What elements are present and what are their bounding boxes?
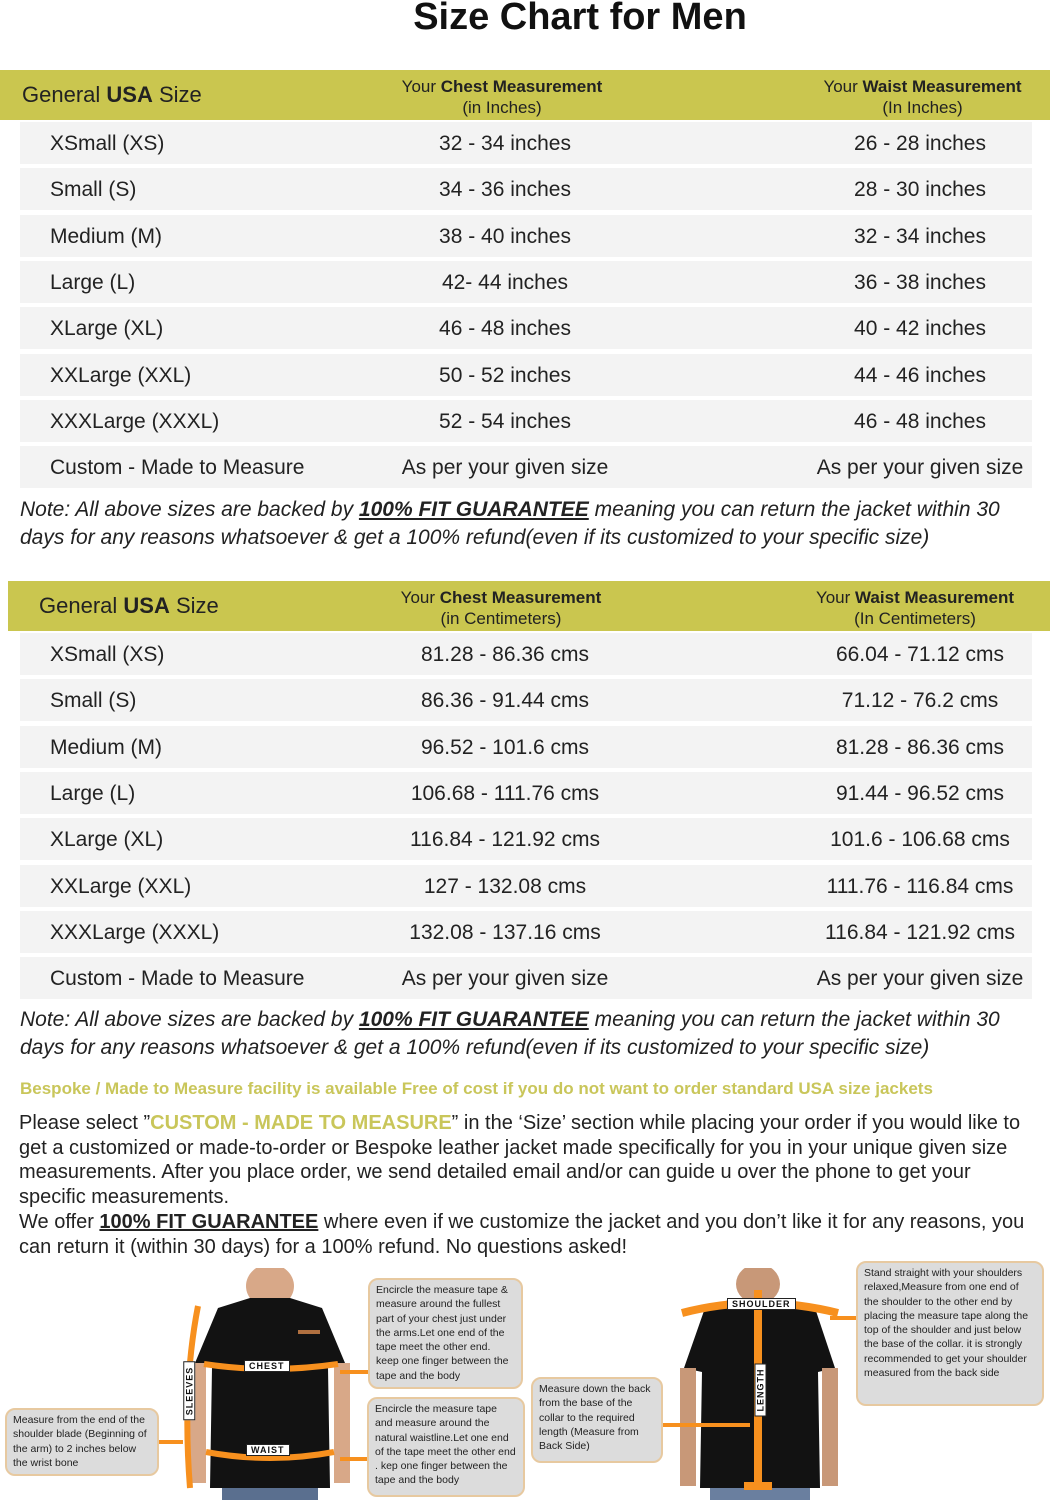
table-row xyxy=(20,633,1032,675)
size-cell: XSmall (XS) xyxy=(50,643,165,666)
guarantee-note: Note: All above sizes are backed by 100% FIT GUARANTEE meaning you can return the jacket within 30 days for any reasons whatsoever & get a 100% refund(even if its customized to your specific size) xyxy=(20,498,1000,549)
table-row xyxy=(20,679,1032,721)
waist-cell: 81.28 - 86.36 cms xyxy=(835,735,1005,759)
bespoke-heading: Bespoke / Made to Measure facility is available Free of cost if you do not want to order standard USA size jackets xyxy=(20,1079,933,1098)
table-row xyxy=(20,215,1032,257)
length-tag: LENGTH xyxy=(755,1364,767,1417)
table-row xyxy=(20,446,1032,488)
header-size: General USA Size xyxy=(39,593,219,618)
chest-cell: 50 - 52 inches xyxy=(439,363,571,387)
waist-cell: 111.76 - 116.84 cms xyxy=(826,874,1014,898)
chest-cell: 34 - 36 inches xyxy=(439,178,571,202)
chest-cell: 81.28 - 86.36 cms xyxy=(420,643,590,666)
chest-cell: 32 - 34 inches xyxy=(439,132,571,155)
size-cell: Medium (M) xyxy=(50,224,163,248)
waist-cell: 71.12 - 76.2 cms xyxy=(841,689,999,713)
cm-table-header xyxy=(8,581,1050,631)
size-cell: XXLarge (XXL) xyxy=(50,874,192,898)
size-cell: XSmall (XS) xyxy=(50,132,165,155)
length-callout: Measure down the back from the base of the collar to the required length (Measure from Back Side) xyxy=(531,1377,663,1463)
size-cell: XXXLarge (XXXL) xyxy=(50,409,220,433)
waist-cell: 32 - 34 inches xyxy=(854,224,986,248)
chest-cell: 46 - 48 inches xyxy=(439,317,571,341)
waist-cell: As per your given size xyxy=(816,967,1024,991)
shoulder-tag: SHOULDER xyxy=(727,1298,796,1310)
size-cell: XLarge (XL) xyxy=(50,828,164,852)
waist-cell: As per your given size xyxy=(816,456,1024,480)
table-row xyxy=(20,400,1032,442)
waist-callout: Encircle the measure tape and measure around the natural waistline.Let one end of the tape meet the other end . kep one finger between the tape and the body xyxy=(367,1397,525,1497)
table-row xyxy=(20,168,1032,210)
chest-cell: 127 - 132.08 cms xyxy=(423,874,587,898)
size-cell: Large (L) xyxy=(50,270,136,294)
waist-cell: 44 - 46 inches xyxy=(854,363,986,387)
waist-tag: WAIST xyxy=(246,1444,290,1456)
size-cell: Large (L) xyxy=(50,781,136,805)
chest-cell: 116.84 - 121.92 cms xyxy=(410,828,600,852)
table-row xyxy=(20,307,1032,349)
waist-cell: 101.6 - 106.68 cms xyxy=(830,828,1010,852)
custom-order-paragraph: Please select ”CUSTOM - MADE TO MEASURE” in the ‘Size’ section while placing your order if you would like to get a customized or made-to-order or Bespoke leather jacket made specifically for you in your unique given size measurements. After you place order, we send detailed email and/or can guide u over the phone to get your specific measurements. We offer 100% FIT GUARANTEE where even if we customize the jacket and you don’t like it for any reasons, you can return it (within 30 days) for a 100% refund. No questions asked! xyxy=(19,1112,1025,1258)
waist-cell: 66.04 - 71.12 cms xyxy=(835,643,1005,666)
shoulder-callout: Stand straight with your shoulders relaxed,Measure from one end of the shoulder to the other end by placing the measure tape along the top of the shoulder and just below the base of the collar. it is strongly recommended to get your shoulder measured from the back side xyxy=(856,1261,1044,1406)
table-row xyxy=(20,726,1032,768)
size-cell: Small (S) xyxy=(50,689,137,713)
chest-cell: As per your given size xyxy=(401,967,609,991)
table-row xyxy=(20,122,1032,164)
size-cell: XLarge (XL) xyxy=(50,317,164,341)
waist-cell: 91.44 - 96.52 cms xyxy=(835,781,1005,805)
sleeves-tag: SLEEVES xyxy=(183,1362,195,1421)
waist-cell: 26 - 28 inches xyxy=(854,132,986,155)
table-row xyxy=(20,354,1032,396)
table-row xyxy=(20,865,1032,907)
chest-cell: 96.52 - 101.6 cms xyxy=(420,735,590,759)
table-row xyxy=(20,911,1032,953)
size-cell: Medium (M) xyxy=(50,735,163,759)
waist-cell: 36 - 38 inches xyxy=(854,270,986,294)
chest-cell: 86.36 - 91.44 cms xyxy=(420,689,590,713)
front-tshirt-illustration xyxy=(170,1268,370,1500)
chest-tag: CHEST xyxy=(244,1360,290,1372)
chest-cell: 38 - 40 inches xyxy=(439,224,571,248)
chest-cell: 106.68 - 111.76 cms xyxy=(410,781,600,805)
chest-cell: 52 - 54 inches xyxy=(439,409,571,433)
header-chest: Your Chest Measurement (in Centimeters) xyxy=(400,588,602,628)
table-row xyxy=(20,261,1032,303)
page-title: Size Chart for Men xyxy=(413,0,747,38)
size-cell: Custom - Made to Measure xyxy=(50,456,305,480)
size-cell: XXLarge (XXL) xyxy=(50,363,192,387)
chest-cell: As per your given size xyxy=(401,456,609,480)
waist-cell: 40 - 42 inches xyxy=(854,317,986,341)
chest-cell: 132.08 - 137.16 cms xyxy=(409,920,601,944)
sleeves-callout: Measure from the end of the shoulder blade (Beginning of the arm) to 2 inches below the wrist bone xyxy=(5,1408,159,1476)
waist-cell: 46 - 48 inches xyxy=(854,409,986,433)
chest-callout: Encircle the measure tape & measure around the fullest part of your chest just under the arms.Let one end of the tape meet the other end. keep one finger between the tape and the body xyxy=(368,1278,523,1389)
header-waist: Your Waist Measurement (In Inches) xyxy=(823,77,1022,117)
size-cell: Custom - Made to Measure xyxy=(50,967,305,991)
chest-cell: 42- 44 inches xyxy=(441,270,569,294)
size-cell: Small (S) xyxy=(50,178,137,202)
table-row xyxy=(20,818,1032,860)
table-row xyxy=(20,772,1032,814)
guarantee-note: Note: All above sizes are backed by 100% FIT GUARANTEE meaning you can return the jacket within 30 days for any reasons whatsoever & get a 100% refund(even if its customized to your specific size) xyxy=(20,1008,1000,1059)
waist-cell: 116.84 - 121.92 cms xyxy=(825,920,1015,944)
waist-cell: 28 - 30 inches xyxy=(854,178,986,202)
header-size: General USA Size xyxy=(22,82,202,107)
header-chest: Your Chest Measurement (in Inches) xyxy=(401,77,603,117)
size-cell: XXXLarge (XXXL) xyxy=(50,920,220,944)
header-waist: Your Waist Measurement (In Centimeters) xyxy=(815,588,1015,628)
inches-table-header xyxy=(0,70,1050,120)
table-row xyxy=(20,957,1032,999)
